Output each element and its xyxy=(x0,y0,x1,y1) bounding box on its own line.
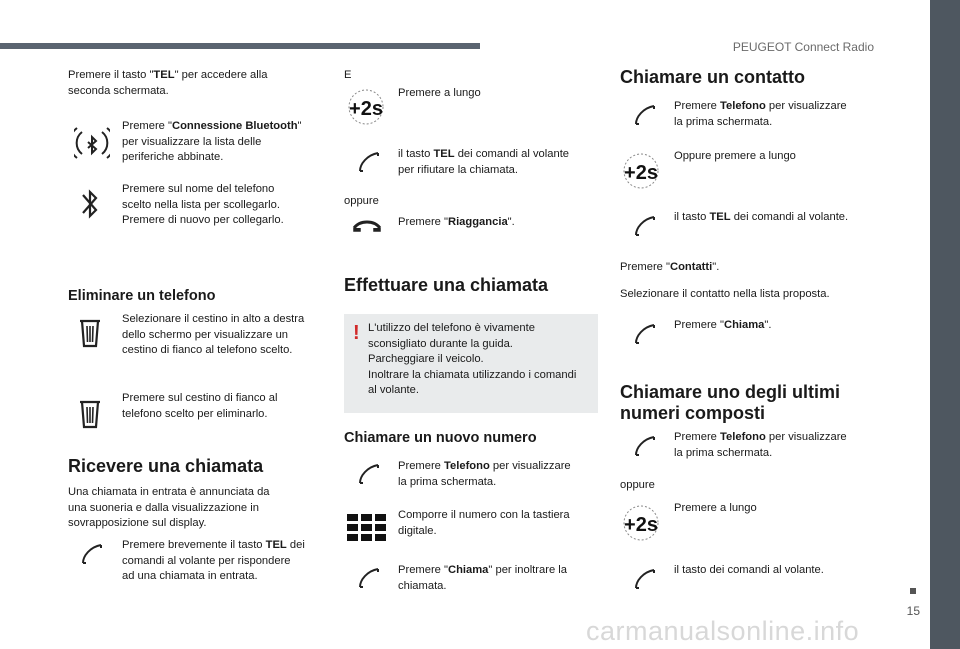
long-press-icon xyxy=(344,88,388,126)
phone-icon xyxy=(633,103,657,127)
keypad-icon xyxy=(347,514,387,542)
contact-tel-text: il tasto TEL dei comandi al volante. xyxy=(674,211,849,223)
new-number-text: Premere Telefono per visualizzare la prima schermata. xyxy=(398,460,571,488)
receive-call-text: Una chiamata in entrata è annunciata da una suoneria e dalla visualizzazione in sovrapposizione sul display. xyxy=(68,486,270,529)
keypad-text: Comporre il numero con la tastiera digitale. xyxy=(398,509,570,537)
new-number-title: Chiamare un nuovo numero xyxy=(344,430,537,446)
receive-call-title: Ricevere una chiamata xyxy=(68,456,264,476)
hang-up-text: Premere "Riaggancia". xyxy=(398,216,515,228)
phone-icon xyxy=(357,566,381,590)
contacts-text: Premere "Contatti". xyxy=(620,261,720,273)
long-press-icon xyxy=(619,152,663,190)
phone-icon xyxy=(633,434,657,458)
warning-text: L'utilizzo del telefono è vivamente sconsigliato durante la guida. Parcheggiare il veicolo. Inoltrare la chiamata utilizzando i comandi al volante. xyxy=(368,322,577,396)
trash-icon xyxy=(79,399,101,429)
bluetooth-text: Premere "Connessione Bluetooth" per visualizzare la lista delle periferiche abbinate. xyxy=(122,120,302,163)
watermark: carmanualsonline.info xyxy=(586,616,860,646)
make-call-title: Effettuare una chiamata xyxy=(344,275,549,295)
svg-text:+2s: +2s xyxy=(624,514,658,536)
intro-text: Premere il tasto "TEL" per accedere alla seconda schermata. xyxy=(68,69,268,97)
header-bar xyxy=(0,43,480,49)
trash-icon xyxy=(79,318,101,348)
phone-icon xyxy=(633,322,657,346)
warning-icon: ! xyxy=(353,322,360,344)
phone-icon xyxy=(633,214,657,238)
recent-phone-text: Premere Telefono per visualizzare la prima schermata. xyxy=(674,431,847,459)
select-contact-text: Selezionare il contatto nella lista proposta. xyxy=(620,288,830,300)
phone-icon xyxy=(357,150,381,174)
long-press-text: Premere a lungo xyxy=(398,87,481,99)
svg-text:+2s: +2s xyxy=(349,98,383,120)
trash-select-text: Selezionare il cestino in alto a destra dello schermo per visualizzare un cestino di fianco al telefono scelto. xyxy=(122,313,305,356)
svg-text:+2s: +2s xyxy=(624,162,658,184)
recent-calls-title: Chiamare uno degli ultimi numeri composti xyxy=(620,382,841,423)
phone-icon xyxy=(357,462,381,486)
recent-tel-text: il tasto dei comandi al volante. xyxy=(674,564,824,576)
bluetooth-icon xyxy=(80,186,100,222)
phone-name-text: Premere sul nome del telefono scelto nella lista per scollegarlo. Premere di nuovo per collegarlo. xyxy=(122,183,284,226)
hang-up-icon xyxy=(352,218,382,234)
page-marker xyxy=(910,588,916,594)
call-contact-title: Chiamare un contatto xyxy=(620,67,806,87)
contact-phone-text: Premere Telefono per visualizzare la prima schermata. xyxy=(674,100,847,128)
oppure-text: oppure xyxy=(344,195,379,207)
phone-icon xyxy=(633,567,657,591)
refuse-call-text: il tasto TEL dei comandi al volante per rifiutare la chiamata. xyxy=(398,148,570,176)
e-text: E xyxy=(344,69,352,81)
contact-call-text: Premere "Chiama". xyxy=(674,319,772,331)
page-number: 15 xyxy=(906,604,920,618)
trash-delete-text: Premere sul cestino di fianco al telefono scelto per eliminarlo. xyxy=(122,392,278,420)
delete-phone-title: Eliminare un telefono xyxy=(68,288,216,304)
phone-icon xyxy=(80,542,104,566)
dial-text: Premere "Chiama" per inoltrare la chiamata. xyxy=(398,564,567,592)
contact-long-press-text: Oppure premere a lungo xyxy=(674,150,796,162)
bluetooth-connection-icon xyxy=(74,124,110,162)
recent-long-press-text: Premere a lungo xyxy=(674,502,757,514)
answer-call-text: Premere brevemente il tasto TEL dei comandi al volante per rispondere ad una chiamata in entrata. xyxy=(122,539,305,582)
side-strip xyxy=(930,0,960,649)
header-title: PEUGEOT Connect Radio xyxy=(732,40,874,54)
long-press-icon xyxy=(619,504,663,542)
oppure-text: oppure xyxy=(620,479,655,491)
